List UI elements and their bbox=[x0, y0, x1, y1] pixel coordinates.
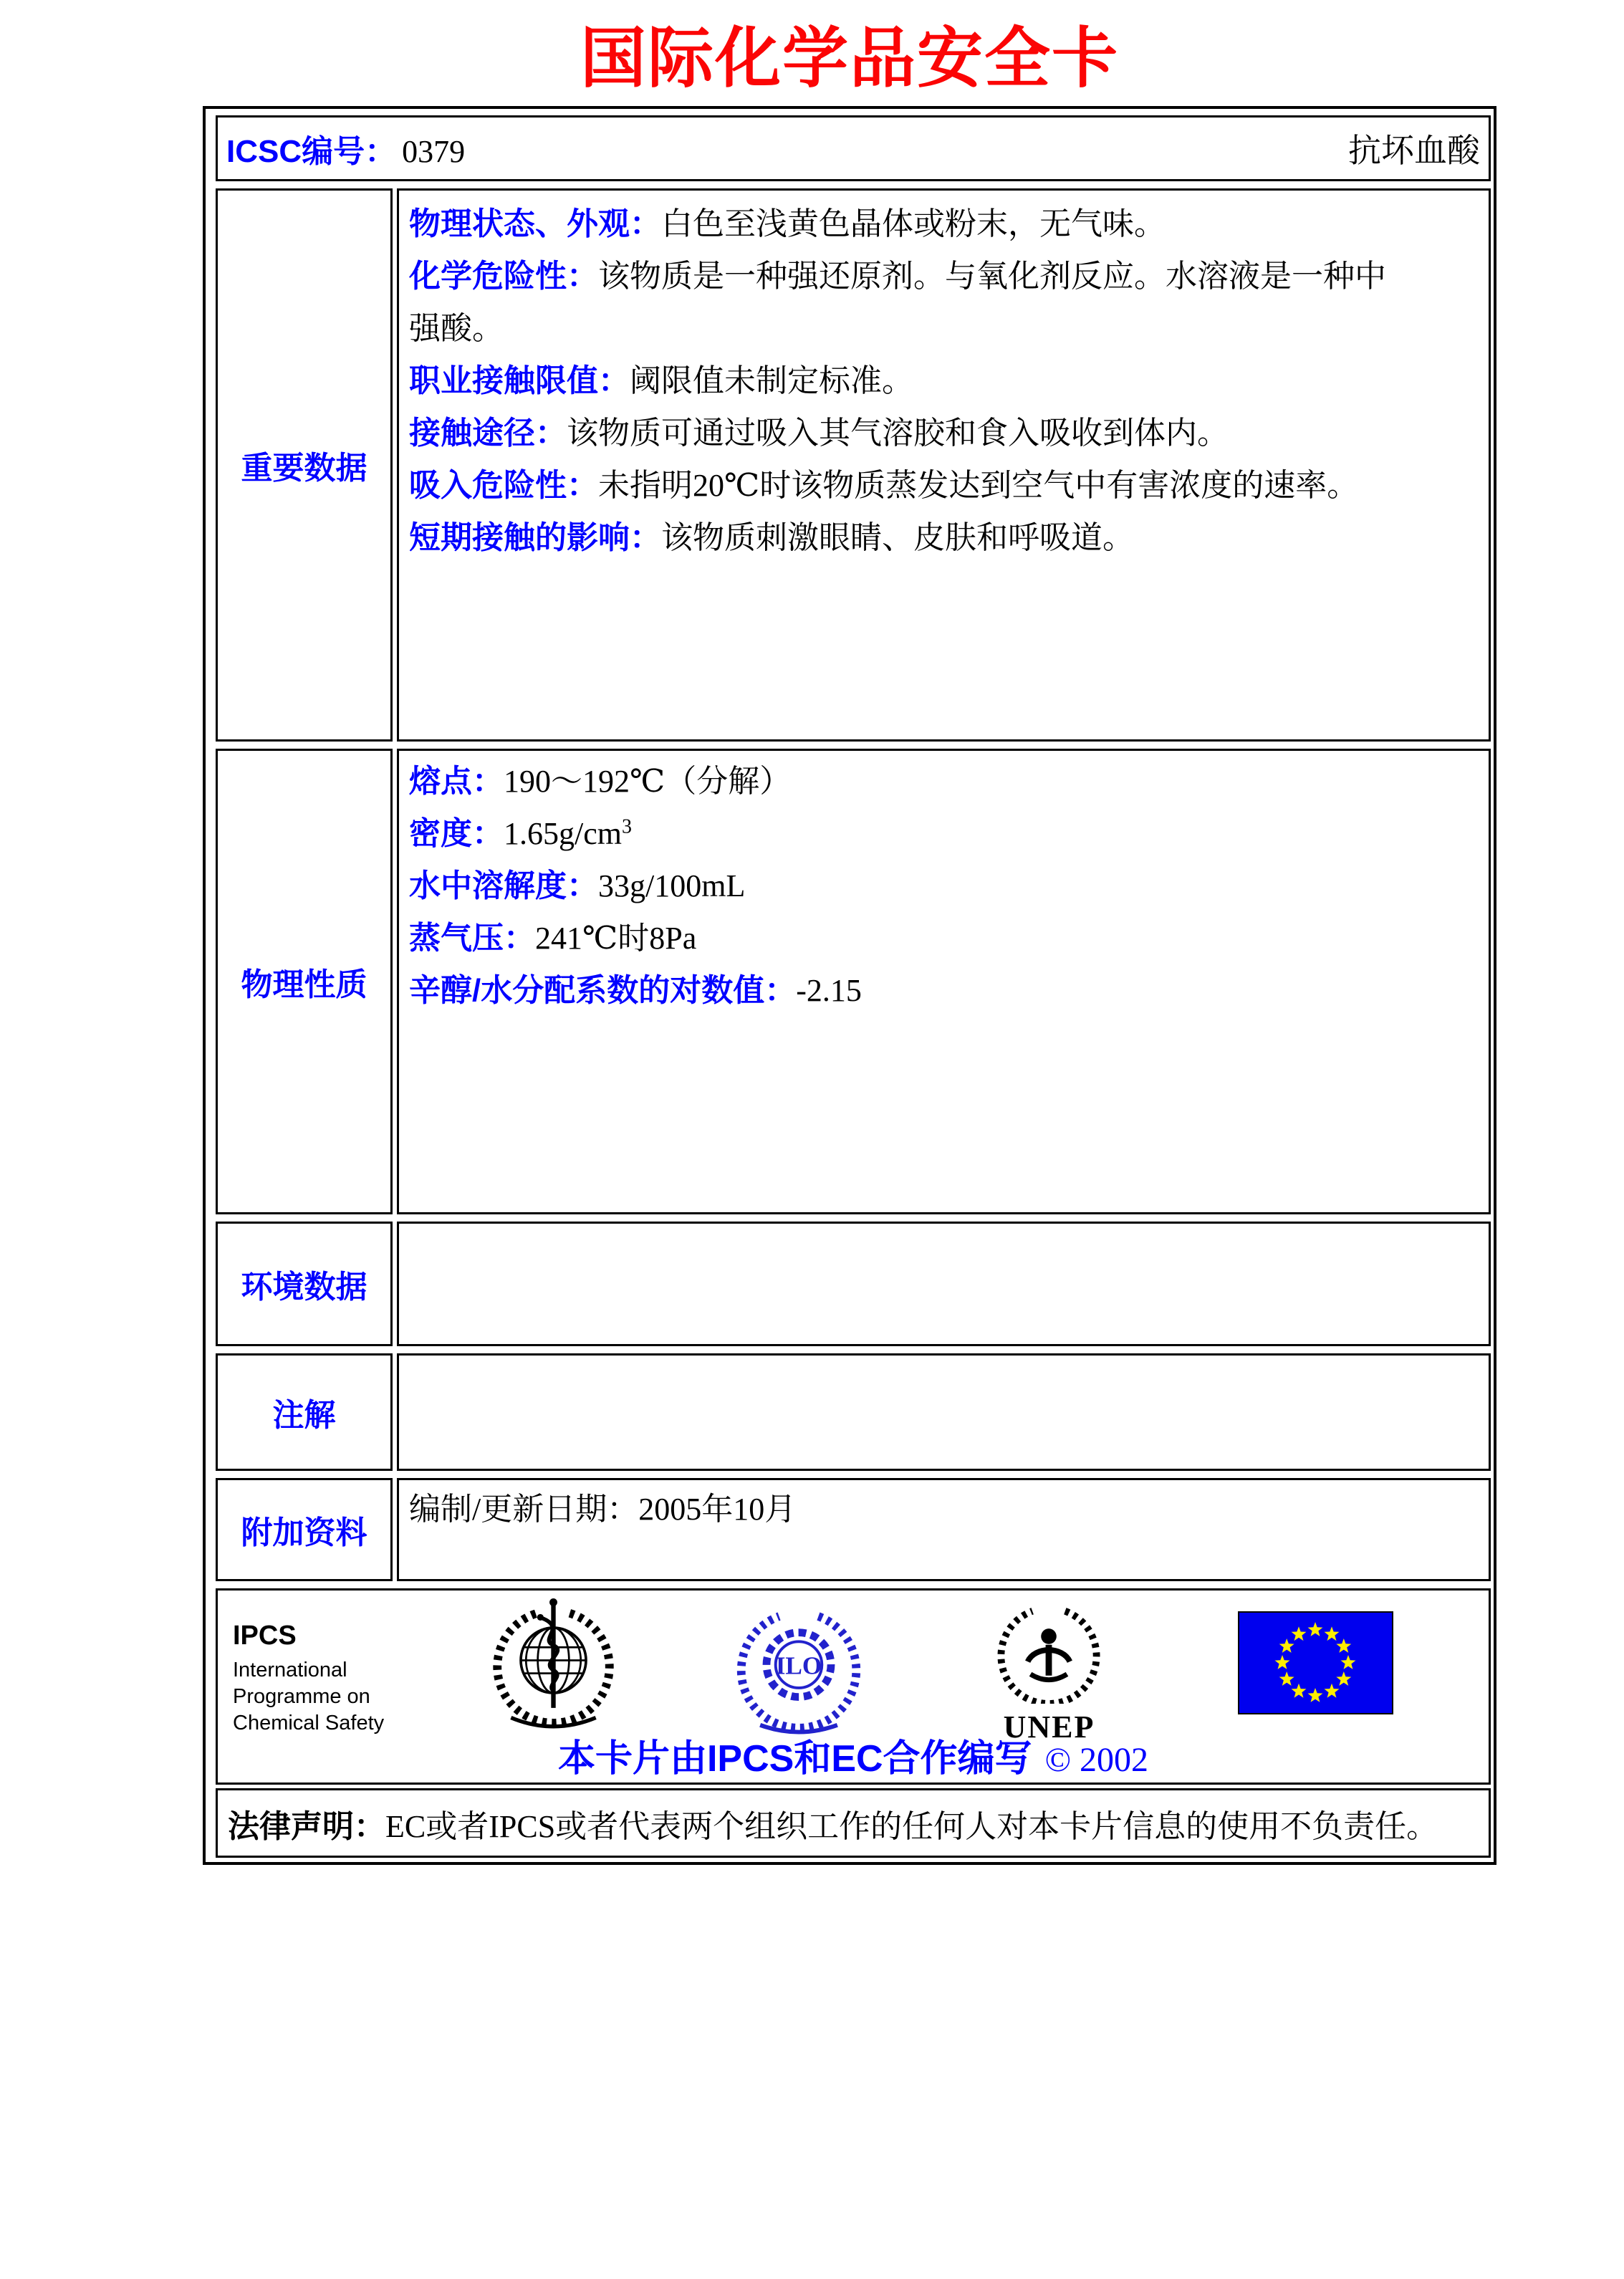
icsc-number-label: ICSC编号： bbox=[226, 134, 397, 169]
field-occupational-exposure-limit: 职业接触限值：阈限值未制定标准。 bbox=[409, 363, 913, 398]
field-density: 密度：$1.65g/cm^3$ bbox=[409, 815, 632, 851]
legal-notice-label: 法律声明： bbox=[228, 1809, 385, 1844]
footer-logos-row bbox=[216, 1588, 1491, 1785]
section-label-additional-info: 附加资料 bbox=[216, 1478, 393, 1581]
legal-notice-text: EC或者IPCS或者代表两个组织工作的任何人对本卡片信息的使用不负责任。 bbox=[385, 1809, 1438, 1844]
field-update-date: 编制/更新日期：2005年10月 bbox=[409, 1492, 797, 1527]
important-data-content bbox=[397, 188, 1491, 742]
icsc-number-value: 0379 bbox=[402, 134, 466, 169]
section-label-physical-properties: 物理性质 bbox=[216, 749, 393, 1214]
section-label-environmental-data: 环境数据 bbox=[216, 1222, 393, 1346]
field-vapor-pressure: 蒸气压：241℃时8Pa bbox=[409, 921, 697, 956]
unep-block bbox=[991, 1600, 1108, 1745]
field-physical-state: 物理状态、外观：白色至浅黄色晶体或粉末，无气味。 bbox=[409, 206, 1166, 241]
field-water-solubility: 水中溶解度：33g/100mL bbox=[409, 868, 746, 903]
card-frame bbox=[203, 106, 1496, 1865]
field-octanol-water-partition: 辛醇/水分配系数的对数值：-2.15 bbox=[409, 973, 862, 1008]
footer-caption bbox=[218, 1738, 1489, 1781]
physical-properties-row bbox=[216, 749, 1491, 1214]
physical-properties-content bbox=[397, 749, 1491, 1214]
field-melting-point: 熔点：190～192℃（分解） bbox=[409, 764, 792, 799]
page-title: 国际化学品安全卡 bbox=[580, 22, 1119, 95]
ipcs-line-1: International bbox=[233, 1659, 347, 1681]
field-chemical-danger: 化学危险性：该物质是一种强还原剂。与氧化剂反应。水溶液是一种中强酸。 bbox=[409, 259, 1386, 346]
unep-emblem-icon bbox=[991, 1600, 1108, 1704]
ilo-emblem-icon bbox=[732, 1600, 865, 1737]
ipcs-title: IPCS bbox=[233, 1621, 297, 1651]
eu-flag-icon bbox=[1238, 1611, 1393, 1714]
section-label-important-data: 重要数据 bbox=[216, 188, 393, 742]
environmental-data-row bbox=[216, 1222, 1491, 1346]
unep-word: UNEP bbox=[1003, 1709, 1095, 1745]
additional-info-content bbox=[397, 1478, 1491, 1581]
field-exposure-routes: 接触途径：该物质可通过吸入其气溶胶和食入吸收到体内。 bbox=[409, 416, 1229, 451]
svg-text:ILO: ILO bbox=[775, 1651, 822, 1680]
ipcs-line-2: Programme on bbox=[233, 1685, 370, 1708]
footer-caption-text: 本卡片由IPCS和EC合作编写 bbox=[557, 1738, 1032, 1780]
additional-info-row bbox=[216, 1478, 1491, 1581]
density-exponent: 3 bbox=[621, 815, 632, 838]
notes-row bbox=[216, 1353, 1491, 1471]
ipcs-text-block bbox=[233, 1621, 384, 1737]
section-label-notes: 注解 bbox=[216, 1353, 393, 1471]
icsc-number-group bbox=[226, 125, 465, 171]
footer-copyright: © 2002 bbox=[1044, 1741, 1149, 1779]
chemical-name: 抗坏血酸 bbox=[1348, 133, 1480, 169]
field-inhalation-risk: 吸入危险性：未指明20℃时该物质蒸发达到空气中有害浓度的速率。 bbox=[409, 468, 1359, 503]
important-data-row bbox=[216, 188, 1491, 742]
environmental-data-content bbox=[397, 1222, 1491, 1346]
notes-content bbox=[397, 1353, 1491, 1471]
legal-notice-row bbox=[216, 1788, 1491, 1858]
field-short-term-effects: 短期接触的影响：该物质刺激眼睛、皮肤和呼吸道。 bbox=[409, 520, 1134, 555]
icsc-header-row bbox=[216, 115, 1491, 181]
who-emblem-icon bbox=[487, 1598, 620, 1729]
ipcs-line-3: Chemical Safety bbox=[233, 1712, 385, 1735]
